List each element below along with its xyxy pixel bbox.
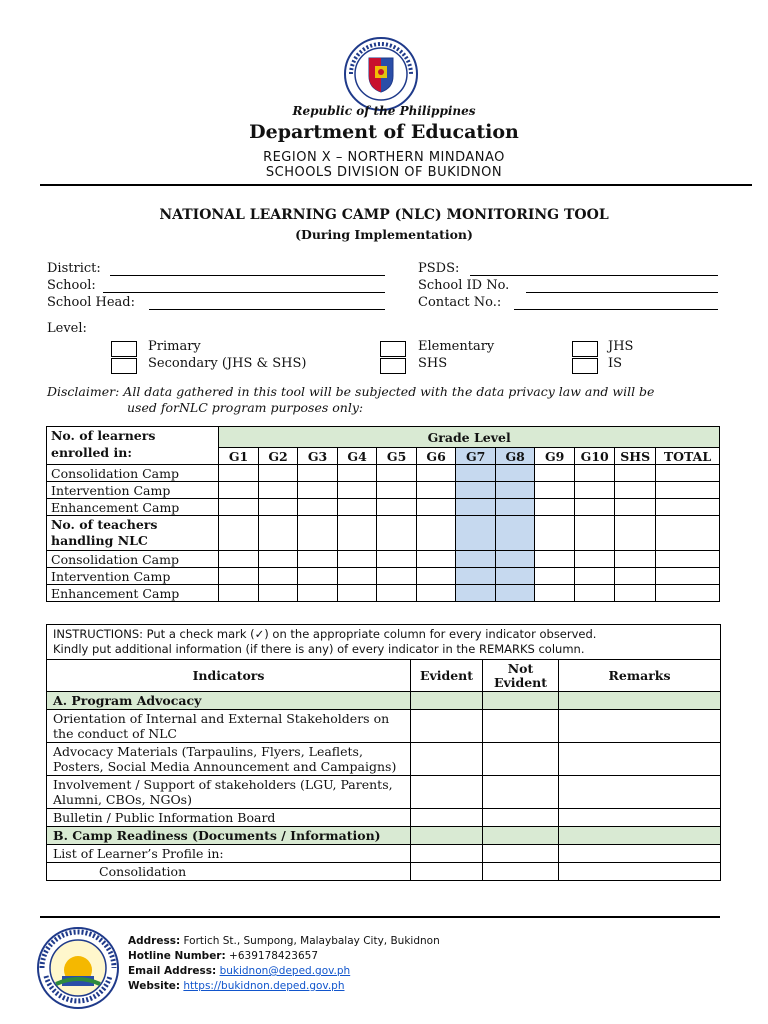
address-label: Address: <box>128 935 181 947</box>
grade-level-header: Grade Level <box>219 427 720 448</box>
school-head-label: School Head: <box>47 295 135 310</box>
teachers-cell[interactable] <box>535 516 575 551</box>
grade-header-g4: G4 <box>337 448 377 465</box>
learner-count-cell[interactable] <box>495 465 535 482</box>
teacher-count-cell[interactable] <box>535 585 575 602</box>
grade-header-shs: SHS <box>615 448 656 465</box>
disclaimer <box>47 384 727 416</box>
learner-count-cell[interactable] <box>615 482 656 499</box>
deped-seal-logo <box>343 36 419 112</box>
evident-cell[interactable] <box>411 845 483 863</box>
school-head-field[interactable] <box>47 295 387 312</box>
teacher-count-cell[interactable] <box>377 551 417 568</box>
teacher-count-cell[interactable] <box>337 585 377 602</box>
teachers-cell[interactable] <box>495 516 535 551</box>
jhs-checkbox[interactable] <box>572 341 598 357</box>
learner-count-cell[interactable] <box>219 465 259 482</box>
learner-row-label: Intervention Camp <box>47 482 219 499</box>
remarks-cell[interactable] <box>559 863 721 881</box>
school-label: School: <box>47 278 96 293</box>
section-b-header: B. Camp Readiness (Documents / Information) <box>47 827 411 845</box>
teacher-count-cell[interactable] <box>655 568 719 585</box>
learner-count-cell[interactable] <box>416 465 456 482</box>
remarks-cell[interactable] <box>559 809 721 827</box>
learner-count-cell[interactable] <box>655 465 719 482</box>
section-a-cell <box>483 692 559 710</box>
remarks-column-header: Remarks <box>559 660 721 692</box>
teacher-count-cell[interactable] <box>615 568 656 585</box>
learner-count-cell[interactable] <box>258 499 298 516</box>
teacher-count-cell[interactable] <box>337 551 377 568</box>
learner-count-cell[interactable] <box>615 499 656 516</box>
teachers-cell[interactable] <box>219 516 259 551</box>
teacher-count-cell[interactable] <box>655 551 719 568</box>
teacher-count-cell[interactable] <box>416 568 456 585</box>
secondary-option-label: Secondary (JHS & SHS) <box>148 356 307 371</box>
learner-row <box>47 499 720 516</box>
not-evident-cell[interactable] <box>483 710 559 743</box>
teacher-count-cell[interactable] <box>615 585 656 602</box>
learner-count-cell[interactable] <box>219 482 259 499</box>
psds-label: PSDS: <box>418 261 460 276</box>
learner-count-cell[interactable] <box>416 499 456 516</box>
instructions-line-2: Kindly put additional information (if there is any) of every indicator in the REMARKS column. <box>53 642 585 656</box>
learner-count-cell[interactable] <box>535 499 575 516</box>
division-heading: SCHOOLS DIVISION OF BUKIDNON <box>265 165 503 180</box>
not-evident-column-header: Not Evident <box>483 660 559 692</box>
teacher-row <box>47 585 720 602</box>
division-logo <box>36 926 120 1010</box>
teacher-count-cell[interactable] <box>298 585 338 602</box>
evident-cell[interactable] <box>411 809 483 827</box>
indicator-row <box>47 809 721 827</box>
teacher-row-label: Intervention Camp <box>47 568 219 585</box>
indicator-row <box>47 710 721 743</box>
school-head-line <box>149 309 385 310</box>
teacher-count-cell[interactable] <box>219 568 259 585</box>
document-subtitle: (During Implementation) <box>295 227 473 242</box>
footer-divider <box>40 916 720 918</box>
not-evident-cell[interactable] <box>483 863 559 881</box>
learner-row-label: Enhancement Camp <box>47 499 219 516</box>
evident-column-header: Evident <box>411 660 483 692</box>
primary-option-label: Primary <box>148 339 201 354</box>
elementary-option-label: Elementary <box>418 339 495 354</box>
enrolment-table <box>46 426 720 602</box>
school-field[interactable] <box>47 278 387 295</box>
website-label: Website: <box>128 980 181 992</box>
evident-cell[interactable] <box>411 863 483 881</box>
grade-header-g3: G3 <box>298 448 338 465</box>
indicator-row <box>47 743 721 776</box>
teacher-count-cell[interactable] <box>574 551 615 568</box>
disclaimer-line-1: Disclaimer: All data gathered in this tool will be subjected with the data privacy law and will be <box>47 384 655 399</box>
learner-count-cell[interactable] <box>219 499 259 516</box>
learner-count-cell[interactable] <box>655 482 719 499</box>
learner-count-cell[interactable] <box>574 465 615 482</box>
hotline-value: +639178423657 <box>229 950 319 962</box>
learner-count-cell[interactable] <box>495 499 535 516</box>
remarks-cell[interactable] <box>559 743 721 776</box>
indicator-text: Advocacy Materials (Tarpaulins, Flyers, Leaflets, Posters, Social Media Announcement and Campaigns) <box>47 743 411 776</box>
document-title: NATIONAL LEARNING CAMP (NLC) MONITORING TOOL <box>159 207 609 223</box>
disclaimer-line-2: used forNLC program purposes only: <box>127 400 364 415</box>
teacher-count-cell[interactable] <box>377 585 417 602</box>
learner-count-cell[interactable] <box>298 465 338 482</box>
is-checkbox[interactable] <box>572 358 598 374</box>
learner-count-cell[interactable] <box>258 465 298 482</box>
republic-heading: Republic of the Philippines <box>292 104 476 118</box>
section-a-cell <box>559 692 721 710</box>
elementary-checkbox[interactable] <box>380 341 406 357</box>
indicators-table <box>46 624 721 881</box>
teacher-count-cell[interactable] <box>416 551 456 568</box>
teachers-cell[interactable] <box>416 516 456 551</box>
hotline-label: Hotline Number: <box>128 950 226 962</box>
contact-field[interactable] <box>418 295 720 312</box>
school-id-label: School ID No. <box>418 278 510 293</box>
indicator-text: Bulletin / Public Information Board <box>47 809 411 827</box>
teachers-cell[interactable] <box>655 516 719 551</box>
not-evident-cell[interactable] <box>483 809 559 827</box>
learner-count-cell[interactable] <box>655 499 719 516</box>
indicator-text: List of Learner’s Profile in: <box>47 845 411 863</box>
teachers-cell[interactable] <box>258 516 298 551</box>
school-id-line <box>526 292 718 293</box>
learner-count-cell[interactable] <box>377 499 417 516</box>
section-b-cell <box>559 827 721 845</box>
evident-cell[interactable] <box>411 776 483 809</box>
learner-count-cell[interactable] <box>615 465 656 482</box>
teacher-count-cell[interactable] <box>495 551 535 568</box>
teacher-count-cell[interactable] <box>456 585 496 602</box>
teacher-count-cell[interactable] <box>535 551 575 568</box>
learner-count-cell[interactable] <box>298 482 338 499</box>
grade-header-g2: G2 <box>258 448 298 465</box>
teacher-count-cell[interactable] <box>258 585 298 602</box>
address-value: Fortich St., Sumpong, Malaybalay City, Bukidnon <box>183 935 440 947</box>
learner-row <box>47 465 720 482</box>
teacher-count-cell[interactable] <box>258 568 298 585</box>
teachers-cell[interactable] <box>377 516 417 551</box>
district-line <box>110 275 385 276</box>
teacher-count-cell[interactable] <box>456 568 496 585</box>
not-evident-cell[interactable] <box>483 776 559 809</box>
grade-header-g10: G10 <box>574 448 615 465</box>
teacher-count-cell[interactable] <box>298 568 338 585</box>
teacher-count-cell[interactable] <box>416 585 456 602</box>
grade-header-total: TOTAL <box>655 448 719 465</box>
psds-line <box>470 275 718 276</box>
teachers-handling-header: No. of teachers handling NLC <box>47 516 219 551</box>
learner-count-cell[interactable] <box>337 465 377 482</box>
learner-count-cell[interactable] <box>416 482 456 499</box>
indicator-row <box>47 776 721 809</box>
teacher-count-cell[interactable] <box>574 585 615 602</box>
learner-count-cell[interactable] <box>495 482 535 499</box>
teacher-count-cell[interactable] <box>219 585 259 602</box>
shs-checkbox[interactable] <box>380 358 406 374</box>
contact-label: Contact No.: <box>418 295 502 310</box>
learner-count-cell[interactable] <box>337 482 377 499</box>
indicator-text: Involvement / Support of stakeholders (LGU, Parents, Alumni, CBOs, NGOs) <box>47 776 411 809</box>
school-id-field[interactable] <box>418 278 720 295</box>
learner-count-cell[interactable] <box>574 499 615 516</box>
teacher-count-cell[interactable] <box>219 551 259 568</box>
section-a-cell <box>411 692 483 710</box>
website-link[interactable]: https://bukidnon.deped.gov.ph <box>183 980 345 992</box>
secondary-checkbox[interactable] <box>111 358 137 374</box>
jhs-option-label: JHS <box>608 339 634 354</box>
grade-header-g5: G5 <box>377 448 417 465</box>
learner-count-cell[interactable] <box>456 482 496 499</box>
grade-header-g6: G6 <box>416 448 456 465</box>
teacher-count-cell[interactable] <box>298 551 338 568</box>
teacher-count-cell[interactable] <box>655 585 719 602</box>
learner-count-cell[interactable] <box>377 482 417 499</box>
grade-header-g9: G9 <box>535 448 575 465</box>
learner-count-cell[interactable] <box>377 465 417 482</box>
section-b-cell <box>411 827 483 845</box>
learner-count-cell[interactable] <box>535 482 575 499</box>
grade-header-g1: G1 <box>219 448 259 465</box>
school-line <box>103 292 385 293</box>
district-field[interactable] <box>47 261 387 278</box>
grade-header-g7: G7 <box>456 448 496 465</box>
instructions <box>47 625 721 660</box>
teacher-count-cell[interactable] <box>535 568 575 585</box>
teachers-cell[interactable] <box>337 516 377 551</box>
teacher-count-cell[interactable] <box>495 568 535 585</box>
evident-cell[interactable] <box>411 743 483 776</box>
instructions-line-1: INSTRUCTIONS: Put a check mark (✓) on the appropriate column for every indicator observed. <box>53 627 597 641</box>
teacher-count-cell[interactable] <box>495 585 535 602</box>
teacher-row-label: Enhancement Camp <box>47 585 219 602</box>
teacher-count-cell[interactable] <box>258 551 298 568</box>
learner-count-cell[interactable] <box>535 465 575 482</box>
indicator-text: Consolidation <box>47 863 411 881</box>
teachers-cell[interactable] <box>456 516 496 551</box>
teachers-cell[interactable] <box>574 516 615 551</box>
indicators-column-header: Indicators <box>47 660 411 692</box>
learner-count-cell[interactable] <box>574 482 615 499</box>
remarks-cell[interactable] <box>559 710 721 743</box>
teacher-row <box>47 568 720 585</box>
learner-count-cell[interactable] <box>456 465 496 482</box>
section-a-header: A. Program Advocacy <box>47 692 411 710</box>
is-option-label: IS <box>608 356 623 371</box>
learner-count-cell[interactable] <box>298 499 338 516</box>
teacher-row <box>47 551 720 568</box>
level-label: Level: <box>47 321 87 336</box>
learner-count-cell[interactable] <box>258 482 298 499</box>
teacher-count-cell[interactable] <box>337 568 377 585</box>
department-heading: Department of Education <box>249 121 519 143</box>
learner-row-label: Consolidation Camp <box>47 465 219 482</box>
teacher-count-cell[interactable] <box>574 568 615 585</box>
shs-option-label: SHS <box>418 356 448 371</box>
learner-row <box>47 482 720 499</box>
indicator-text: Orientation of Internal and External Stakeholders on the conduct of NLC <box>47 710 411 743</box>
contact-line <box>514 309 718 310</box>
email-label: Email Address: <box>128 965 217 977</box>
teacher-count-cell[interactable] <box>377 568 417 585</box>
region-heading: REGION X – NORTHERN MINDANAO <box>263 150 505 165</box>
evident-cell[interactable] <box>411 710 483 743</box>
psds-field[interactable] <box>418 261 720 278</box>
remarks-cell[interactable] <box>559 776 721 809</box>
footer-contact <box>128 934 440 994</box>
learner-count-cell[interactable] <box>337 499 377 516</box>
learners-enrolled-header: No. of learners enrolled in: <box>47 427 219 465</box>
teachers-cell[interactable] <box>298 516 338 551</box>
not-evident-cell[interactable] <box>483 845 559 863</box>
teacher-count-cell[interactable] <box>615 551 656 568</box>
primary-checkbox[interactable] <box>111 341 137 357</box>
teachers-cell[interactable] <box>615 516 656 551</box>
remarks-cell[interactable] <box>559 845 721 863</box>
teacher-count-cell[interactable] <box>456 551 496 568</box>
email-link[interactable]: bukidnon@deped.gov.ph <box>219 965 351 977</box>
district-label: District: <box>47 261 101 276</box>
grade-header-g8: G8 <box>495 448 535 465</box>
section-b-cell <box>483 827 559 845</box>
header-divider <box>40 184 752 186</box>
learner-count-cell[interactable] <box>456 499 496 516</box>
teacher-row-label: Consolidation Camp <box>47 551 219 568</box>
not-evident-cell[interactable] <box>483 743 559 776</box>
